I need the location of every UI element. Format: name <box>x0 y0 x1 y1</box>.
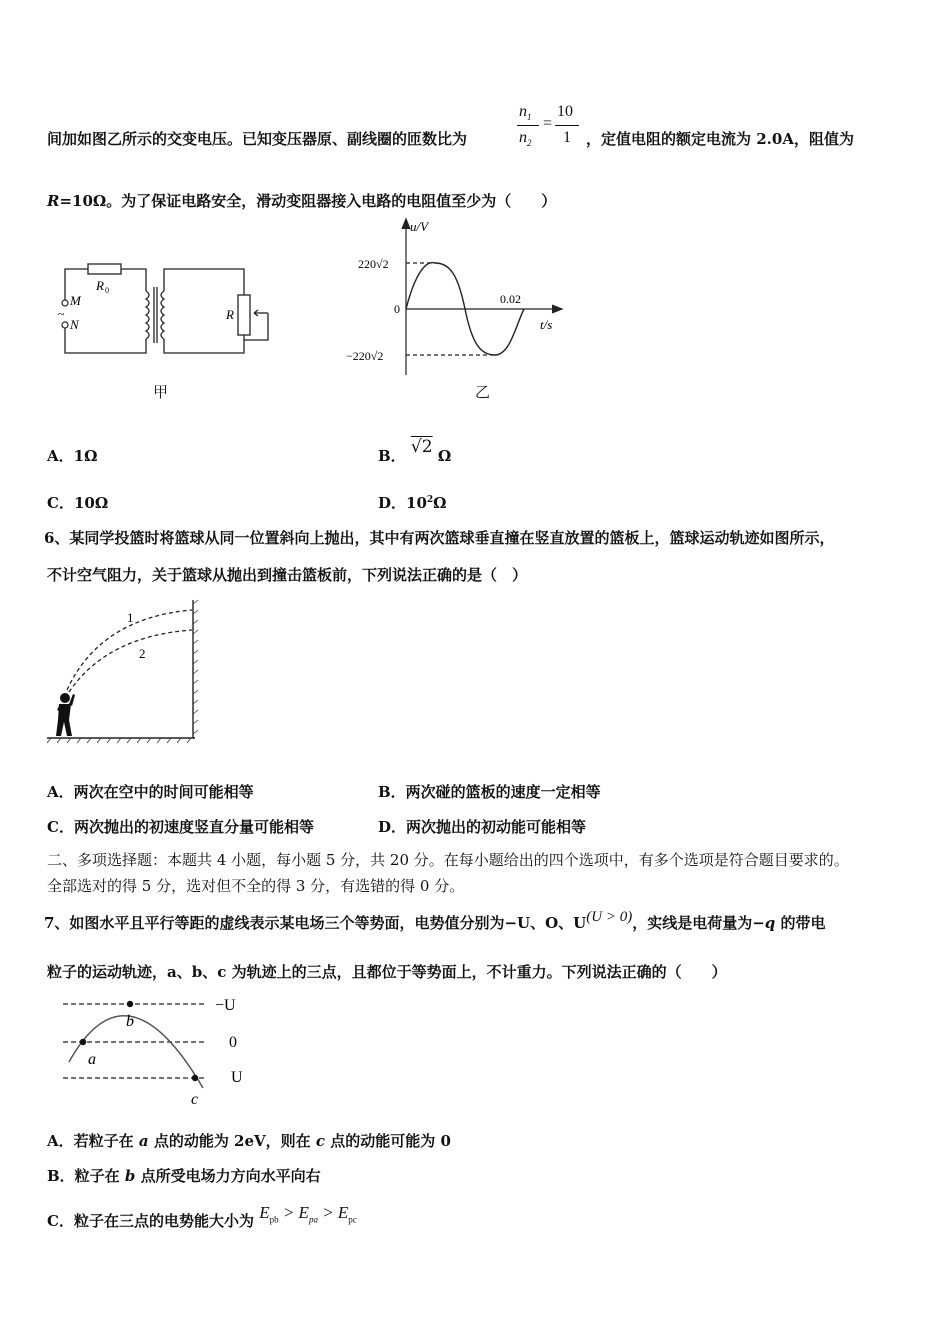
q5-line1-a: 间加如图乙所示的交变电压。已知变压器原、副线圈的匝数比为 <box>47 130 468 148</box>
q7-option-c-expr <box>259 1203 357 1225</box>
q6-text-line-2: 不计空气阻力，关于篮球从抛出到撞击篮板前，下列说法正确的是（ ） <box>47 566 528 584</box>
q7-option-c-text: C．粒子在三点的电势能大小为 <box>47 1212 254 1230</box>
q7-option-a-pt1: a <box>138 1132 149 1150</box>
level-bot-label: U <box>231 1069 243 1086</box>
q7-charge: q <box>764 914 776 932</box>
label-R: R <box>226 307 234 322</box>
q7-option-a-text3: 点的动能可能为 0 <box>325 1132 451 1150</box>
q7-option-c[interactable] <box>47 1203 357 1232</box>
trajectory-label-1: 1 <box>127 610 134 625</box>
q7-option-a-pt2: c <box>315 1132 326 1150</box>
label-tilde: ~ <box>58 307 65 321</box>
y-min-label: −220√2 <box>346 349 384 363</box>
trajectory-label-2: 2 <box>139 646 146 661</box>
section2-line-2: 全部选对的得 5 分，选对但不全的得 3 分，有选错的得 0 分。 <box>47 877 465 895</box>
q5-line2-r: R <box>47 192 60 210</box>
basketball-trajectory-figure <box>45 598 225 748</box>
q5-option-a[interactable]: A．1Ω <box>47 447 98 465</box>
origin-label: 0 <box>394 302 400 316</box>
q6-option-b[interactable]: B．两次碰的篮板的速度一定相等 <box>378 783 601 801</box>
ratio-eq: = <box>543 115 553 132</box>
q7-option-b-pt: b <box>124 1167 136 1185</box>
q5-text-line-1 <box>47 128 467 149</box>
q7-line1-c: 的带电 <box>775 914 826 932</box>
q7-option-a[interactable] <box>47 1130 451 1151</box>
q6-option-c[interactable]: C．两次抛出的初速度竖直分量可能相等 <box>47 818 314 836</box>
q7-c-e: E <box>259 1203 270 1222</box>
section2-line-1: 二、多项选择题：本题共 4 小题，每小题 5 分，共 20 分。在每小题给出的四个选项中，有多个选项是符合题目要求的。 <box>47 851 849 869</box>
q7-line1-a: 7、如图水平且平行等距的虚线表示某电场三个等势面，电势值分别为−U、O、U <box>44 914 587 932</box>
caption-jia: 甲 <box>153 383 169 401</box>
q5-option-d[interactable] <box>378 492 447 513</box>
voltage-graph-yi <box>340 215 580 395</box>
trajectory-2 <box>69 630 192 692</box>
q5-option-d-sup: 2 <box>426 495 434 505</box>
q7-c-gt1: > E <box>278 1203 309 1222</box>
player-figure <box>56 693 75 736</box>
q7-option-b[interactable] <box>47 1165 321 1186</box>
y-axis-label: u/V <box>410 219 429 234</box>
q5-option-b-prefix: B． <box>378 447 406 465</box>
q7-text-line-2: 粒子的运动轨迹，a、b、c 为轨迹上的三点，且都位于等势面上，不计重力。下列说法正确的（ ） <box>47 963 727 981</box>
q5-ratio-fraction <box>515 103 595 153</box>
ratio-n1-sub: 1 <box>527 112 532 123</box>
q5-text-line-2 <box>47 190 556 211</box>
t-mark-label: 0.02 <box>500 292 521 306</box>
q5-option-d-prefix: D．10 <box>378 494 427 512</box>
q5-option-d-unit: Ω <box>433 494 447 512</box>
q7-c-s2: pa <box>308 1214 318 1225</box>
q7-text-line-1 <box>44 909 826 933</box>
q6-option-a[interactable]: A．两次在空中的时间可能相等 <box>47 783 254 801</box>
q7-cond: (U > 0) <box>586 909 633 925</box>
q5-option-c[interactable]: C．10Ω <box>47 494 109 512</box>
q7-line1-b: ，实线是电荷量为− <box>632 914 765 932</box>
q7-option-a-text2: 点的动能为 2eV，则在 <box>148 1132 316 1150</box>
ratio-num: 10 <box>557 103 573 120</box>
x-axis-label: t/s <box>540 317 553 332</box>
level-mid-label: 0 <box>229 1034 237 1051</box>
y-max-label: 220√2 <box>358 257 389 271</box>
ratio-den: 1 <box>563 129 571 146</box>
label-M: M <box>70 293 81 308</box>
q6-option-d[interactable]: D．两次抛出的初动能可能相等 <box>378 818 587 836</box>
q7-c-s1: pb <box>269 1214 279 1225</box>
q7-option-b-text2: 点所受电场力方向水平向右 <box>135 1167 321 1185</box>
q7-c-gt2: > E <box>317 1203 349 1222</box>
ratio-n1: n <box>519 103 527 120</box>
label-R0-sub: 0 <box>105 286 109 295</box>
equipotential-figure <box>55 992 275 1107</box>
q5-option-b[interactable] <box>378 437 452 466</box>
q5-option-b-sqrt: √2 <box>410 437 433 457</box>
q7-c-s3: pc <box>348 1214 357 1225</box>
q6-text-line-1: 6、某同学投篮时将篮球从同一位置斜向上抛出，其中有两次篮球垂直撞在竖直放置的篮板上，篮球运动轨迹如图所示， <box>44 529 835 547</box>
q5-text-line-1b <box>586 128 854 149</box>
ratio-n2-sub: 2 <box>527 138 532 149</box>
q7-option-b-text1: B．粒子在 <box>47 1167 125 1185</box>
point-a-label: a <box>88 1051 96 1068</box>
q5-line1-b: ，定值电阻的额定电流为 2.0A，阻值为 <box>586 130 854 148</box>
level-top-label: −U <box>215 997 236 1014</box>
ratio-n2: n <box>519 129 527 146</box>
point-c-label: c <box>191 1091 199 1108</box>
q5-line2: =10Ω。为了保证电路安全，滑动变阻器接入电路的电阻值至少为（ ） <box>59 192 557 210</box>
caption-yi: 乙 <box>475 383 491 401</box>
point-b-label: b <box>126 1013 134 1030</box>
label-N: N <box>70 317 79 332</box>
q7-option-a-text1: A．若粒子在 <box>47 1132 139 1150</box>
circuit-diagram-jia <box>50 255 280 385</box>
q5-option-b-unit: Ω <box>437 447 452 465</box>
label-R0: R <box>96 278 104 293</box>
